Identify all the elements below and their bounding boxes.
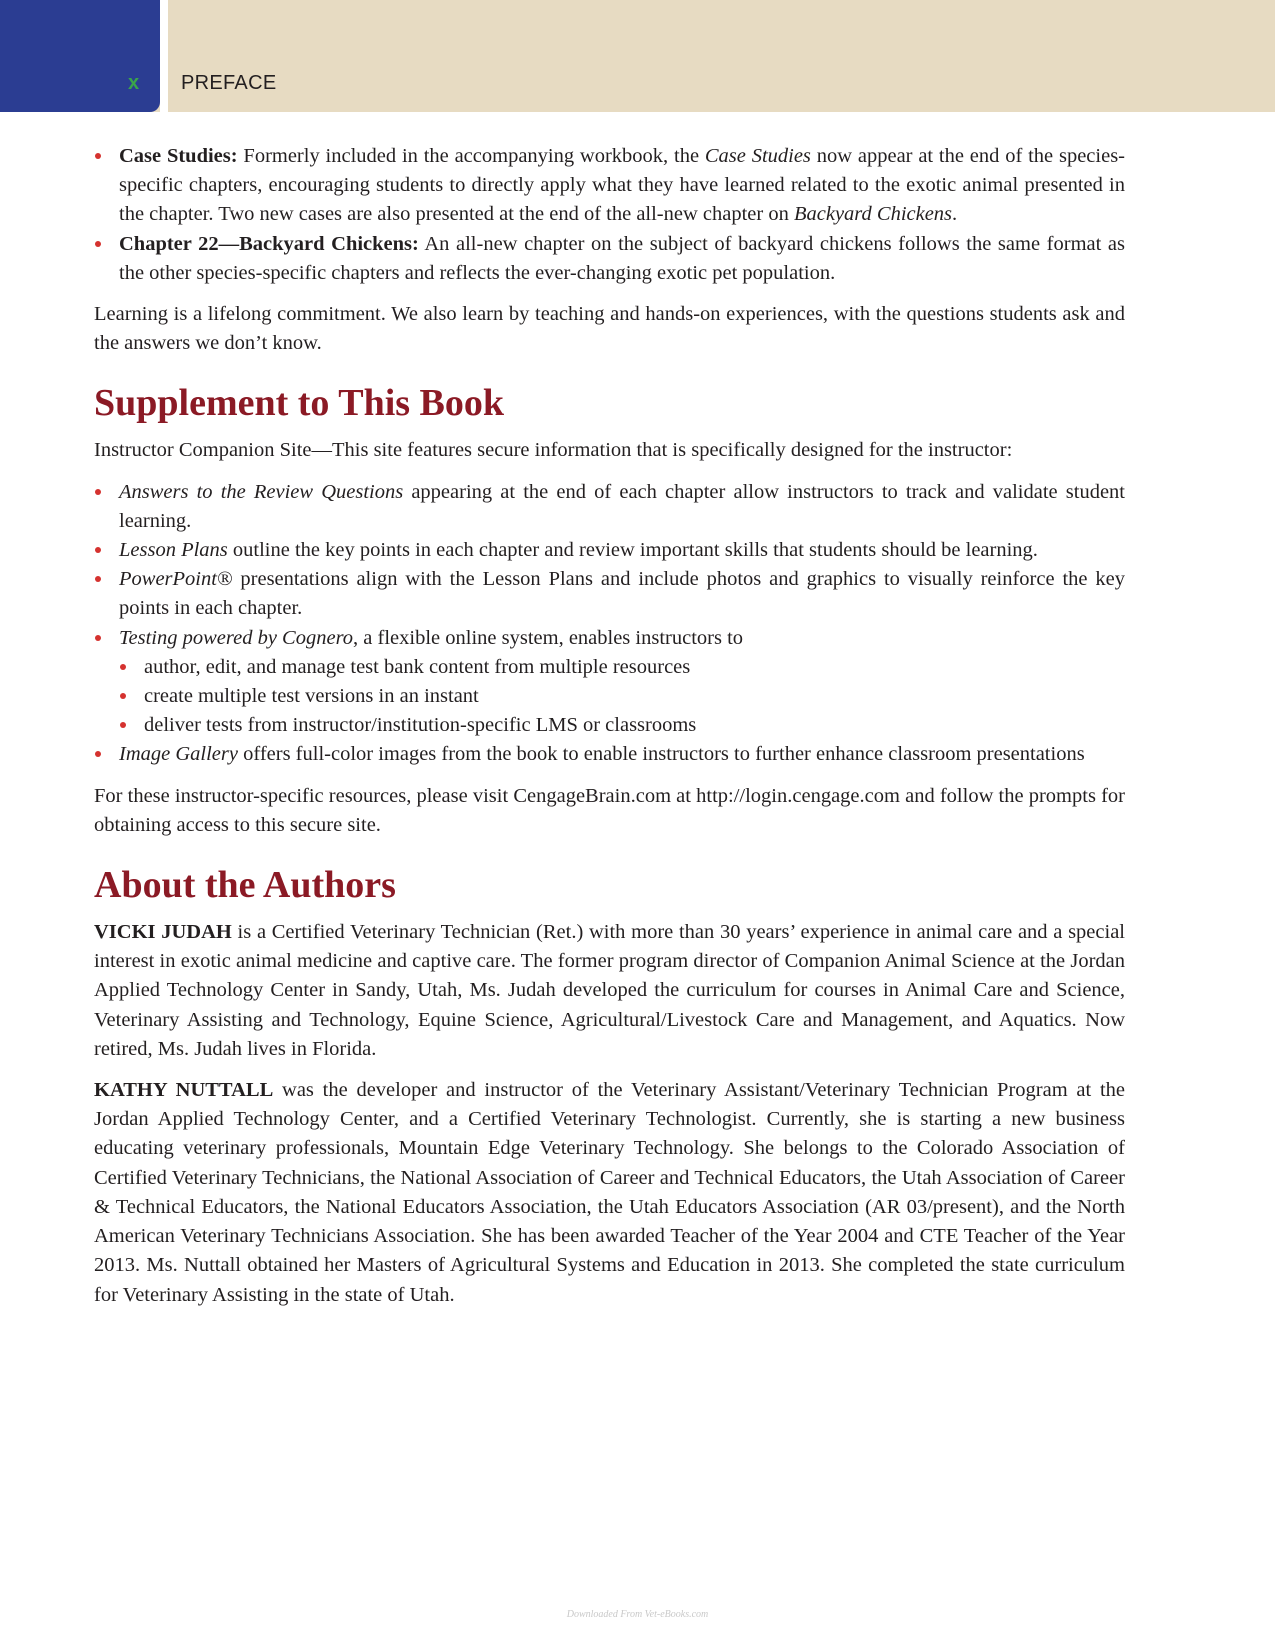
list-item-case-studies: [94, 142, 1125, 230]
list-item: [94, 624, 1125, 741]
bullet-lead: Chapter 22—Backyard Chickens:: [119, 232, 419, 255]
footer-watermark: Downloaded From Vet-eBooks.com: [566, 1609, 709, 1620]
supplement-bullet-list: [94, 478, 1125, 770]
bullet-italic: Backyard Chickens: [793, 203, 953, 226]
item-text: , a flexible online system, enables instructors to: [353, 626, 744, 649]
supplement-intro: Instructor Companion Site—This site features secure information that is specifically designed for the instructor:: [94, 439, 1013, 462]
bullet-text: .: [952, 203, 958, 226]
list-item: [94, 740, 1125, 769]
bullet-text: now appear at the end of the species-specific chapters, encouraging students to directly apply what they have learned related to the exotic animal presented in the chapter. Two new cases are also presented at the end of the all-new chapter on: [119, 145, 1126, 226]
intro-bullet-list: [94, 142, 1125, 288]
list-item: [94, 478, 1125, 536]
bullet-text: An all-new chapter on the subject of backyard chickens follows the same format as the other species-specific chapters and reflects the ever-changing exotic pet population.: [119, 232, 1125, 284]
author-name: VICKI JUDAH: [94, 921, 232, 944]
list-item-chapter-22: [94, 230, 1125, 288]
author-bio-nuttall: [94, 1076, 1125, 1310]
header-band: [0, 0, 1275, 112]
list-item: [94, 565, 1125, 623]
page-content: [94, 142, 1125, 1310]
testing-sub-list: [119, 653, 1125, 741]
page-number: x: [128, 72, 140, 94]
sub-list-item: author, edit, and manage test bank content from multiple resources: [119, 653, 1125, 682]
sub-list-item: deliver tests from instructor/institution-specific LMS or classrooms: [119, 711, 1125, 740]
author-bio-text: was the developer and instructor of the Veterinary Assistant/Veterinary Technician Program at the Jordan Applied Technology Center, and a Certified Veterinary Technologist. Currently, she is starting a new business educating veterinary professionals, Mountain Edge Veterinary Technology. She belongs to the Colorado Association of Certified Veterinary Technicians, the National Association of Career and Technical Educators, the Utah Association of Career & Technical Educators, the National Educators Association, the Utah Educators Association (AR 03/present), and the North American Veterinary Technicians Association. She has been awarded Teacher of the Year 2004 and CTE Teacher of the Year 2013. Ms. Nuttall obtained her Masters of Agricultural Systems and Education in 2013. She completed the state curriculum for Veterinary Assisting in the state of Utah.: [94, 1079, 1125, 1306]
supplement-heading: Supplement to This Book: [94, 382, 505, 425]
item-italic: Answers to the Review Questions: [119, 480, 404, 503]
bullet-italic: Case Studies: [704, 145, 811, 167]
item-text: appearing at the end of each chapter allow instructors to track and validate student learning.: [119, 480, 1126, 532]
author-bio-text: is a Certified Veterinary Technician (Ret.) with more than 30 years’ experience in animal care and a special interest in exotic animal medicine and captive care. The former program director of Companion Animal Science at the Jordan Applied Technology Center in Sandy, Utah, Ms. Judah developed the curriculum for courses in Animal Care and Science, Veterinary Assisting and Technology, Equine Science, Agricultural/Livestock Care and Management, and Aquatics. Now retired, Ms. Judah lives in Florida.: [94, 921, 1125, 1060]
list-item: [94, 536, 1125, 565]
bullet-lead: Case Studies:: [119, 145, 238, 167]
item-text: offers full-color images from the book to enable instructors to further enhance classroom presentations: [237, 743, 1085, 766]
item-italic: Testing powered by Cognero: [119, 626, 354, 649]
sub-list-item: create multiple test versions in an instant: [119, 682, 1125, 711]
header-blue-tab: [0, 0, 160, 112]
learning-paragraph: Learning is a lifelong commitment. We also learn by teaching and hands-on experiences, with the questions students ask and the answers we don’t know.: [94, 303, 1125, 355]
authors-heading: About the Authors: [94, 864, 396, 907]
running-head: PREFACE: [181, 72, 277, 94]
item-text: presentations align with the Lesson Plans and include photos and graphics to visually reinforce the key points in each chapter.: [119, 568, 1125, 620]
item-italic: Lesson Plans: [119, 539, 228, 562]
resources-paragraph: For these instructor-specific resources, please visit CengageBrain.com at http://login.cengage.com and follow the prompts for obtaining access to this secure site.: [94, 784, 1125, 836]
item-italic: Image Gallery: [119, 743, 238, 766]
item-text: outline the key points in each chapter and review important skills that students should be learning.: [227, 539, 1038, 562]
bullet-text: Formerly included in the accompanying workbook, the: [237, 145, 705, 167]
header-divider: [160, 0, 168, 112]
author-name: KATHY NUTTALL: [94, 1079, 274, 1102]
author-bio-judah: [94, 918, 1125, 1064]
item-italic: PowerPoint®: [119, 568, 233, 591]
